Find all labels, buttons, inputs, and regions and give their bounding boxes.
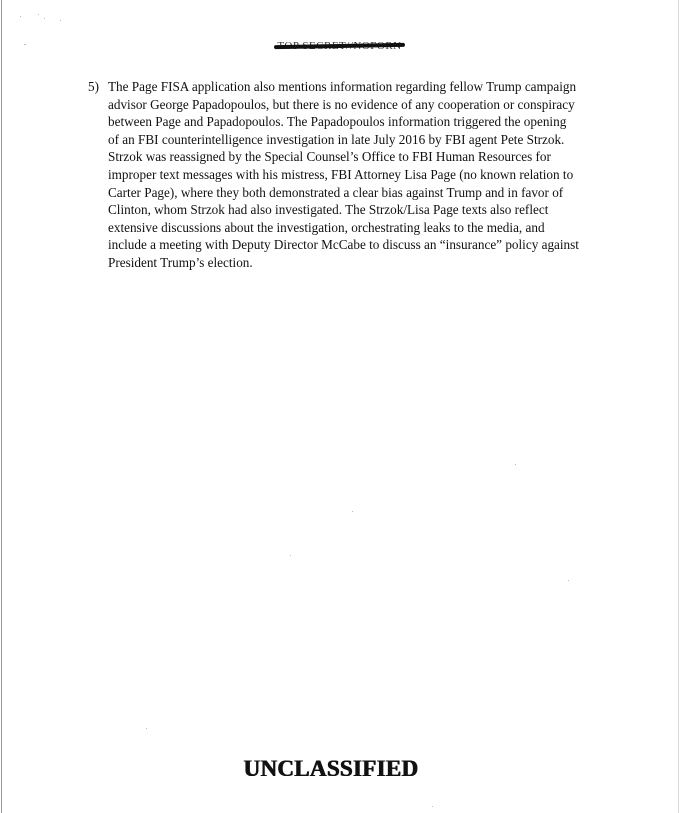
paragraph-line: of an FBI counterintelligence investigation in late July 2016 by FBI agent Pete Strzok. bbox=[108, 131, 565, 147]
header-classification-marking bbox=[0, 36, 679, 54]
footer-classification-marking: UNCLASSIFIED bbox=[243, 756, 419, 781]
paragraph-number: 5) bbox=[88, 79, 99, 94]
paragraph-line: improper text messages with his mistress, FBI Attorney Lisa Page (no known relation to bbox=[108, 166, 574, 182]
paragraph-line: Carter Page), where they both demonstrated a clear bias against Trump and in favor of bbox=[108, 184, 564, 200]
paragraph-line: between Page and Papadopoulos. The Papadopoulos information triggered the opening bbox=[108, 114, 567, 130]
paragraph-line: Strzok was reassigned by the Special Counsel’s Office to FBI Human Resources for bbox=[108, 149, 551, 165]
scan-speck bbox=[44, 18, 45, 19]
scan-speck bbox=[352, 511, 353, 512]
scan-speck bbox=[20, 16, 21, 17]
scan-speck bbox=[146, 728, 147, 729]
page-edge-left bbox=[1, 0, 2, 813]
paragraph-line: Clinton, whom Strzok had also investigated. The Strzok/Lisa Page texts also reflect bbox=[108, 202, 549, 218]
paragraph-body bbox=[108, 78, 588, 272]
header-classification-text bbox=[277, 40, 401, 52]
paragraph-line: The Page FISA application also mentions information regarding fellow Trump campaign bbox=[108, 79, 577, 94]
scan-speck bbox=[432, 806, 433, 807]
scan-speck bbox=[60, 20, 61, 21]
paragraph-line: President Trump’s election. bbox=[108, 254, 253, 270]
paragraph-line: advisor George Papadopoulos, but there is no evidence of any cooperation or conspiracy bbox=[108, 96, 575, 112]
paragraph-line: include a meeting with Deputy Director McCabe to discuss an “insurance” policy against bbox=[108, 237, 579, 253]
paragraph-5 bbox=[88, 78, 588, 272]
scan-speck bbox=[515, 464, 516, 465]
scan-speck bbox=[568, 580, 569, 581]
paragraph-line: extensive discussions about the investigation, orchestrating leaks to the media, and bbox=[108, 219, 545, 235]
scan-speck bbox=[290, 555, 291, 556]
scan-speck bbox=[38, 14, 39, 15]
